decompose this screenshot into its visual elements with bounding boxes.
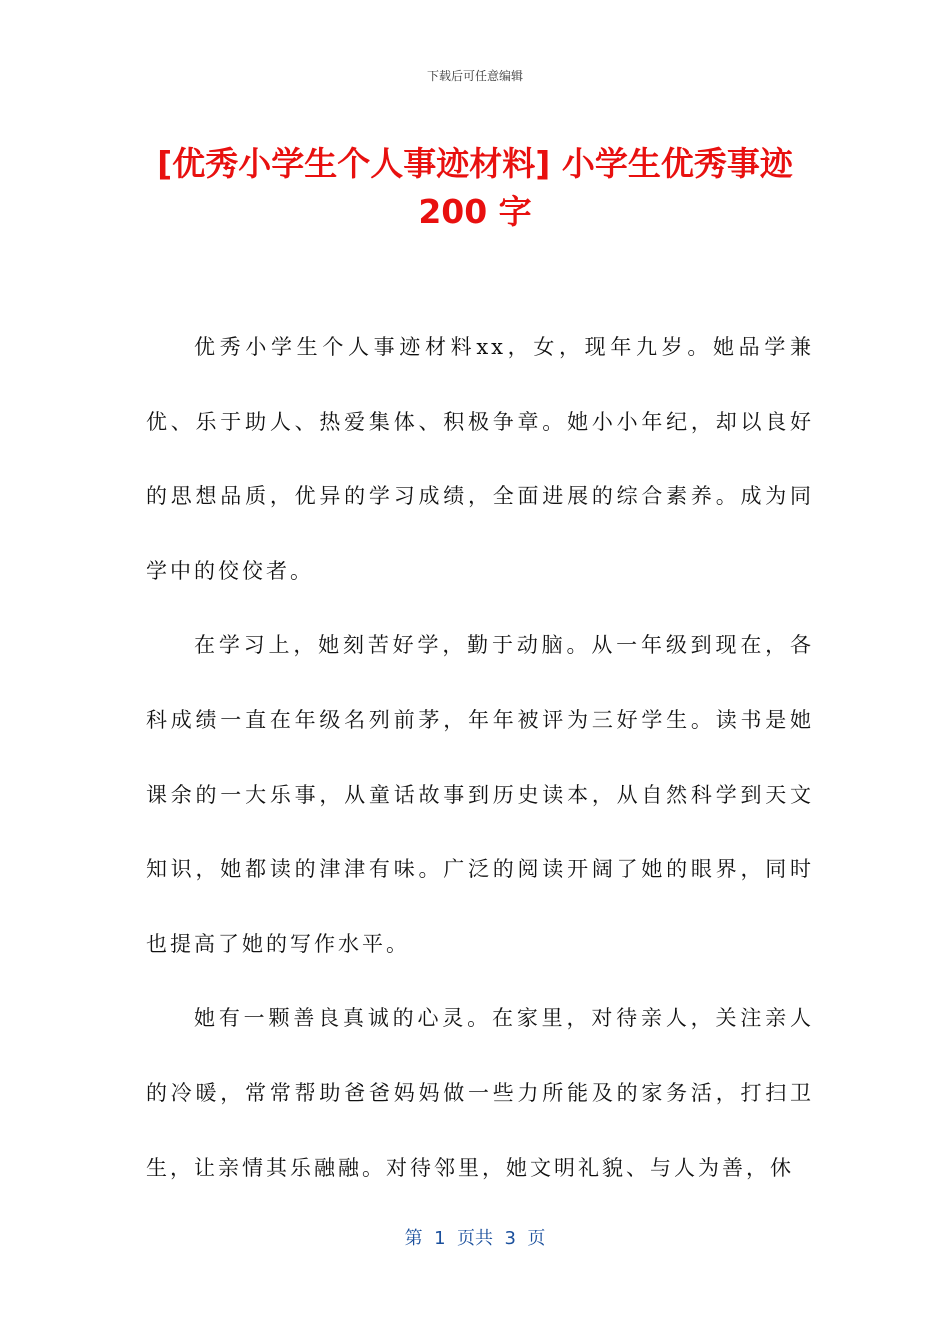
document-body: [146, 310, 814, 1205]
paragraph-intro: 优秀小学生个人事迹材料xx，女，现年九岁。她品学兼优、乐于助人、热爱集体、积极争章。她小小年纪，却以良好的思想品质，优异的学习成绩，全面进展的综合素养。成为同学中的佼佼者。: [146, 335, 814, 583]
document-title: [110, 140, 840, 236]
paragraph-study: 在学习上，她刻苦好学，勤于动脑。从一年级到现在，各科成绩一直在年级名列前茅，年年被评为三好学生。读书是她课余的一大乐事，从童话故事到历史读本，从自然科学到天文知识，她都读的津津有味。广泛的阅读开阔了她的眼界，同时也提高了她的写作水平。: [146, 633, 814, 956]
paragraph-character: 她有一颗善良真诚的心灵。在家里，对待亲人，关注亲人的冷暖，常常帮助爸爸妈妈做一些力所能及的家务活，打扫卫生，让亲情其乐融融。对待邻里，她文明礼貌、与人为善，休: [146, 1006, 814, 1180]
document-title-line-2: 200 字: [418, 192, 532, 231]
page-number-footer: 第 1 页共 3 页: [404, 1228, 546, 1249]
page-header-note: 下载后可任意编辑: [426, 69, 523, 83]
document-title-line-1: [优秀小学生个人事迹材料] 小学生优秀事迹: [157, 144, 793, 183]
